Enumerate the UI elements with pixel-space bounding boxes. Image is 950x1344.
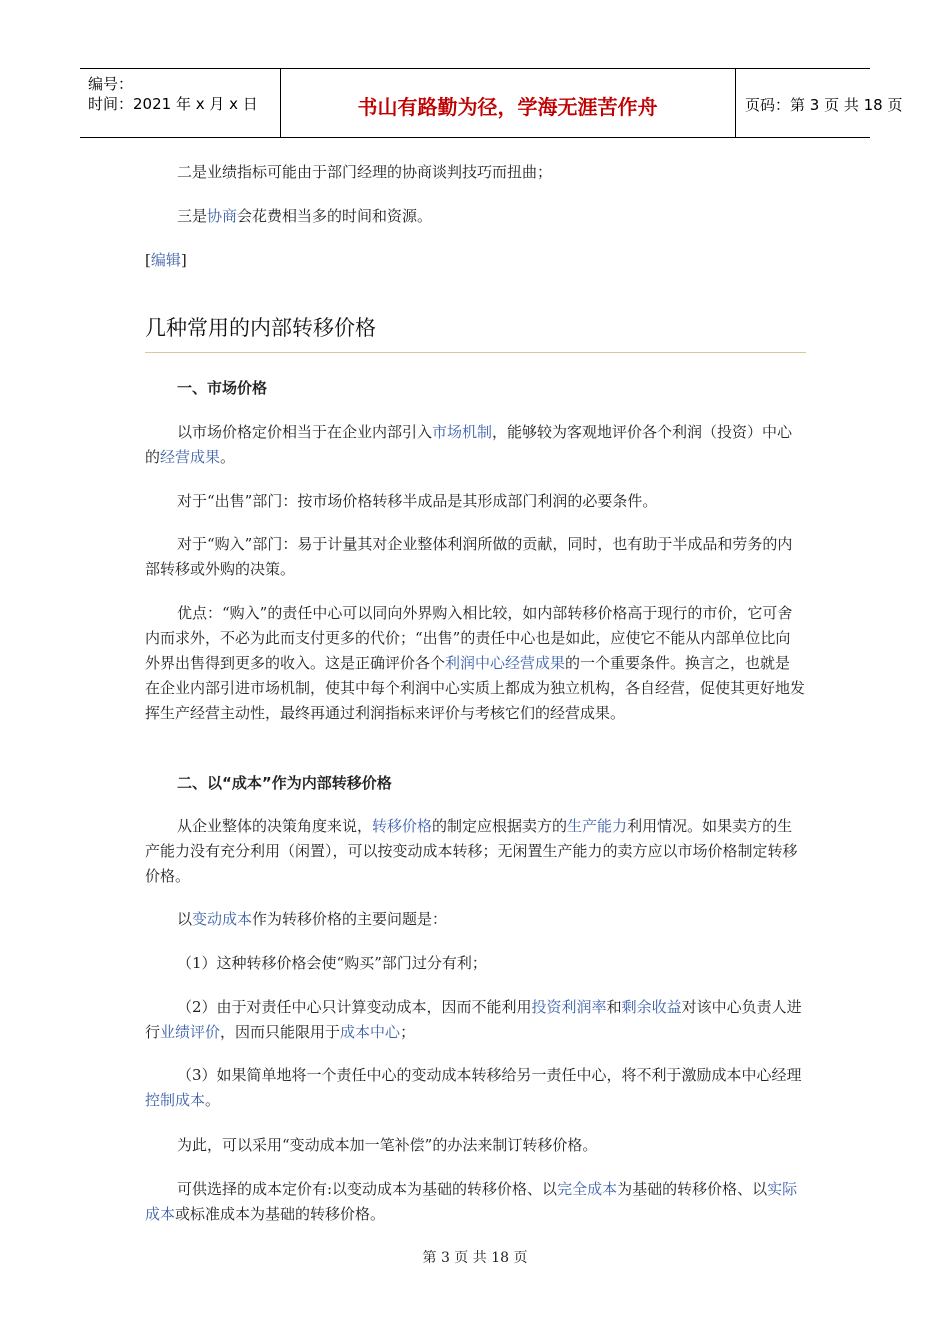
- cost-paragraph-4: [145, 995, 805, 1045]
- link-negotiation[interactable]: 协商: [207, 207, 238, 225]
- market-p2-text: 对于“出售”部门：按市场价格转移半成品是其形成部门利润的必要条件。: [177, 492, 658, 510]
- cost-paragraph-2: [145, 907, 805, 932]
- market-p4-text-a: 优点：“购入”的责任中心可以同向外界购入相比较，如内部转移价格高于现行的市价，它可舍内而求外，不必为此而支付更多的代价；“出售”的责任中心也是如此，应使它不能从内部单位比向外界出售得到更多的收入。这是正确评价各个: [145, 604, 793, 672]
- cost-p7-text-b: 为基础的转移价格、以: [617, 1180, 768, 1198]
- intro-line-3: [145, 204, 805, 229]
- market-paragraph-1: [145, 420, 805, 470]
- cost-p4-text-c: 对该中心负责人进行: [145, 998, 802, 1041]
- cost-paragraph-7: [145, 1177, 805, 1227]
- edit-link[interactable]: 编辑: [150, 251, 181, 269]
- cost-p5-text-a: （3）如果简单地将一个责任中心的变动成本转移给另一责任中心，将不利于激励成本中心经理: [177, 1066, 802, 1084]
- intro-line-2-text: 二是业绩指标可能由于部门经理的协商谈判技巧而扭曲；: [177, 163, 553, 181]
- edit-bracket-close: ]: [180, 251, 187, 269]
- market-p1-text-a: 以市场价格定价相当于在企业内部引入: [177, 423, 433, 441]
- heading-market-price: 一、市场价格: [177, 379, 268, 397]
- link-cost-center[interactable]: 成本中心: [340, 1023, 401, 1041]
- market-paragraph-3: [145, 532, 805, 582]
- intro-line-2: [145, 160, 805, 185]
- link-residual-income[interactable]: 剩余收益: [621, 998, 682, 1016]
- cost-paragraph-6: [145, 1133, 805, 1158]
- cost-paragraph-5: [145, 1063, 805, 1113]
- cost-p2-text-a: 以: [177, 910, 193, 928]
- cost-p1-text-c: 利用情况。如果卖方的生产能力没有充分利用（闲置），可以按变动成本转移；无闲置生产能力的卖方应以市场价格制定转移价格。: [145, 817, 798, 885]
- link-production-capacity[interactable]: 生产能力: [567, 817, 628, 835]
- cost-p7-text-c: 或标准成本为基础的转移价格。: [175, 1205, 386, 1223]
- link-roi[interactable]: 投资利润率: [531, 998, 607, 1016]
- link-variable-cost[interactable]: 变动成本: [192, 910, 253, 928]
- header-page-cell: [735, 69, 903, 137]
- cost-p1-text-a: 从企业整体的决策角度来说，: [177, 817, 373, 835]
- header-motto-cell: [280, 69, 736, 137]
- intro-line-3-text-b: 会花费相当多的时间和资源。: [237, 207, 433, 225]
- section-title: 几种常用的内部转移价格: [145, 316, 376, 340]
- link-actual-cost[interactable]: 实际成本: [145, 1180, 798, 1223]
- market-p1-text-b: ，能够较为客观地评价各个利润（投资）中心的: [145, 423, 793, 466]
- cost-p4-text-b: 和: [606, 998, 622, 1016]
- market-p4-text-b: 的一个重要条件。换言之，也就是在企业内部引进市场机制，使其中每个利润中心实质上都成为独立机构，各自经营，促使其更好地发挥生产经营主动性，最终再通过利润指标来评价与考核它们的经营成果。: [145, 654, 806, 722]
- header-meta-cell: [80, 69, 281, 137]
- cost-p1-text-b: 的制定应根据卖方的: [432, 817, 568, 835]
- intro-line-3-text-a: 三是: [177, 207, 208, 225]
- link-profit-center-results[interactable]: 利润中心经营成果: [445, 654, 566, 672]
- market-paragraph-2: [145, 489, 805, 514]
- link-transfer-price[interactable]: 转移价格: [372, 817, 433, 835]
- link-full-cost[interactable]: 完全成本: [557, 1180, 618, 1198]
- cost-p2-text-b: 作为转移价格的主要问题是：: [252, 910, 448, 928]
- page-footer: 第 3 页 共 18 页: [422, 1250, 528, 1266]
- link-business-results[interactable]: 经营成果: [160, 448, 221, 466]
- section-divider: [145, 352, 806, 353]
- header-motto: 书山有路勤为径，学海无涯苦作舟: [357, 95, 658, 119]
- cost-p4-text-a: （2）由于对责任中心只计算变动成本，因而不能利用: [177, 998, 532, 1016]
- link-performance-evaluation[interactable]: 业绩评价: [160, 1023, 221, 1041]
- market-p3-text: 对于“购入”部门：易于计量其对企业整体利润所做的贡献，同时，也有助于半成品和劳务的内部转移或外购的决策。: [145, 535, 793, 578]
- cost-p5-text-b: 。: [205, 1091, 221, 1109]
- link-market-mechanism[interactable]: 市场机制: [432, 423, 493, 441]
- cost-p3-text: （1）这种转移价格会使“购买”部门过分有利；: [177, 954, 487, 972]
- heading-cost-based-price: 二、以“成本”作为内部转移价格: [177, 774, 392, 792]
- cost-paragraph-1: [145, 814, 805, 889]
- page-header: [80, 68, 903, 138]
- header-page-info: 页码：第 3 页 共 18 页: [745, 96, 903, 114]
- edit-bracket-open: [: [145, 251, 151, 269]
- cost-p4-text-e: ；: [400, 1023, 416, 1041]
- market-p1-text-c: 。: [220, 448, 236, 466]
- cost-p6-text: 为此，可以采用“变动成本加一笔补偿”的办法来制订转移价格。: [177, 1136, 598, 1154]
- document-date-label: 时间：2021 年 x 月 x 日: [88, 95, 258, 113]
- document-number-label: 编号：: [88, 75, 134, 93]
- link-cost-control[interactable]: 控制成本: [145, 1091, 206, 1109]
- edit-section-link-wrapper: [145, 248, 805, 273]
- cost-paragraph-3: [145, 951, 805, 976]
- cost-p7-text-a: 可供选择的成本定价有:以变动成本为基础的转移价格、以: [177, 1180, 558, 1198]
- market-paragraph-4: [145, 601, 805, 726]
- cost-p4-text-d: ，因而只能限用于: [220, 1023, 341, 1041]
